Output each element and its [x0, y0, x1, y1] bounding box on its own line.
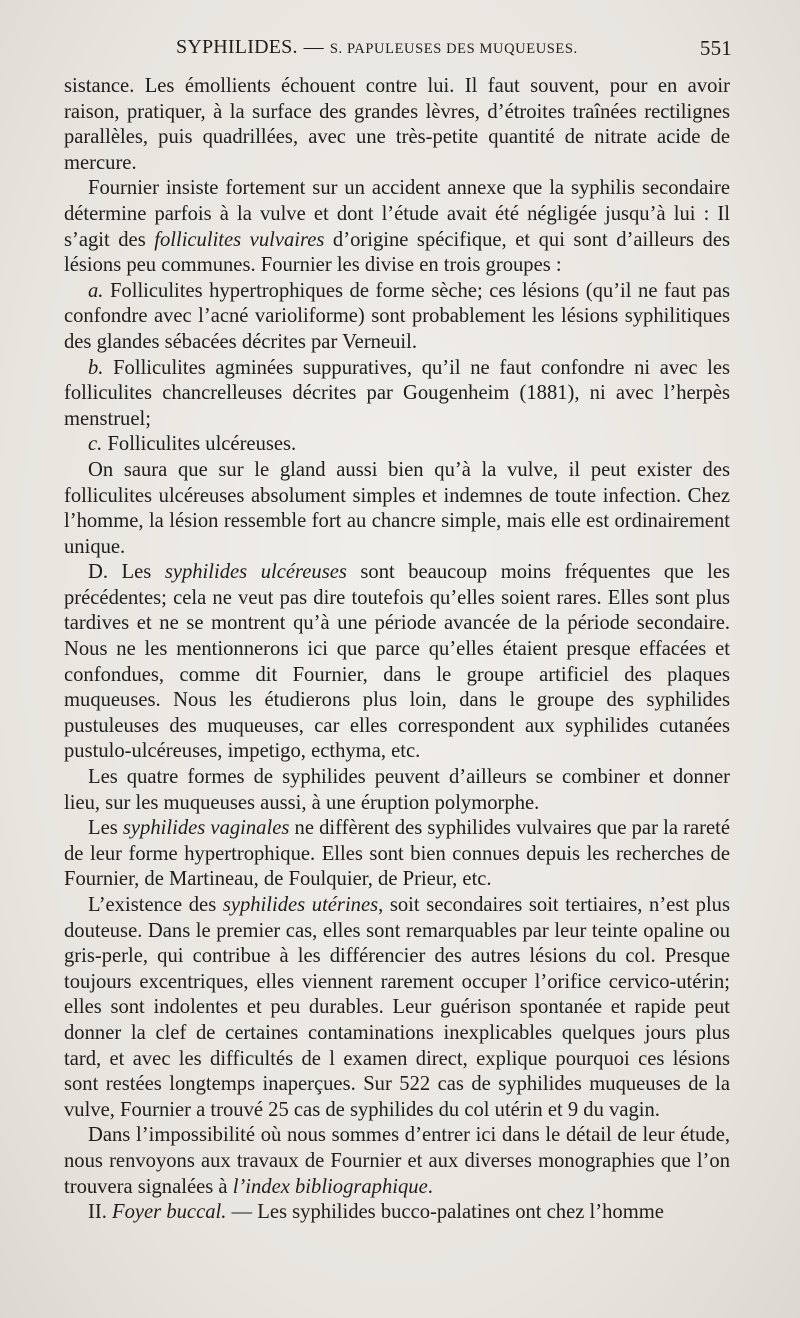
paragraph — [64, 432, 730, 458]
paragraph-text: D. Les — [88, 561, 165, 584]
italic-text: c. — [88, 433, 103, 456]
paragraph-text: L’existence des — [88, 894, 223, 916]
italic-text: syphilides vaginales — [122, 817, 290, 840]
paragraph — [64, 560, 730, 765]
paragraph-text: — Les syphilides bucco-palatines ont chez l’homme — [226, 1201, 664, 1224]
page-number: 551 — [699, 36, 732, 60]
running-title-dash: — — [303, 36, 324, 58]
running-head — [64, 36, 730, 66]
italic-text: l’index bibliographique — [232, 1175, 428, 1198]
paragraph-text: Dans l’impossibilité où nous sommes d’entrer ici dans le détail de leur étude, nous renvoyons aux travaux de Fournier et aux diverses monographies que l’on trouvera signalées à — [64, 1124, 730, 1198]
italic-text: syphilides utérines — [222, 894, 379, 916]
paragraph-text: sistance. Les émollients échouent contre lui. Il faut souvent, pour en avoir raison, pratiquer, à la surface des grandes lèvres, d’étroites traînées rectilignes parallèles, puis quadrillées, avec une très-petite quantité de nitrate acide de mercure. — [64, 75, 730, 174]
body-text — [64, 74, 730, 1226]
italic-text: syphilides ulcéreuses — [164, 561, 347, 584]
paragraph — [64, 74, 730, 176]
paragraph-text: Folliculites agminées suppuratives, qu’il ne faut confondre ni avec les folliculites chancrelleuses décrites par Gougenheim (1881), ni avec l’herpès menstruel; — [64, 356, 730, 430]
paragraph-text: On saura que sur le gland aussi bien qu’à la vulve, il peut exister des folliculites ulcéreuses absolument simples et indemnes de toute infection. Chez l’homme, la lésion ressemble fort au chancre simple, mais elle est ordinairement unique. — [64, 458, 730, 558]
paragraph — [64, 279, 730, 356]
paragraph-text: Folliculites hypertrophiques de forme sèche; ces lésions (qu’il ne faut pas confondre avec l’acné varioliforme) sont probablement les lésions syphilitiques des glandes sébacées décrites par Verneuil. — [64, 279, 730, 353]
paragraph-text: sont beaucoup moins fréquentes que les précédentes; cela ne veut pas dire toutefois qu’elles soient rares. Elles sont plus tardives et ne se montrent qu’à une période avancée de la période secondaire. Nous ne les mentionnerons ici que parce qu’elles étaient presque effacées et confondues, comme dit Fournier, dans le groupe artificiel des plaques muqueuses. Nous les étudierons plus loin, dans le groupe des syphilides pustuleuses des muqueuses, car elles correspondent aux syphilides cutanées pustulo-ulcéreuses, impetigo, ecthyma, etc. — [64, 561, 730, 763]
paragraph-text: ne diffèrent des syphilides vulvaires que par la rareté de leur forme hypertrophique. Elles sont bien connues depuis les recherches de Fournier, de Martineau, de Foulquier, de Prieur, etc. — [64, 817, 730, 891]
paragraph-text: . — [427, 1175, 433, 1198]
paragraph-text: II. — [88, 1201, 113, 1224]
italic-text: Foyer buccal. — [112, 1201, 227, 1224]
paragraph — [64, 356, 730, 433]
italic-text: a. — [88, 279, 104, 302]
paragraph-text: Folliculites ulcéreuses. — [102, 433, 297, 456]
paragraph — [64, 765, 730, 816]
paragraph-text: Les — [88, 817, 123, 840]
running-title — [176, 36, 578, 59]
paragraph-text: Les quatre formes de syphilides peuvent d’ailleurs se combiner et donner lieu, sur les muqueuses aussi, à une éruption polymorphe. — [64, 766, 730, 814]
paragraph — [64, 816, 730, 893]
paragraph-text: Fournier insiste fortement sur un accident annexe que la syphilis secondaire détermine parfois à la vulve et dont l’étude avait été négligée jusqu’à lui : Il s’agit des — [64, 177, 730, 251]
paragraph — [64, 1200, 730, 1226]
italic-text: b. — [88, 356, 104, 379]
italic-text: folliculites vulvaires — [154, 228, 325, 251]
paragraph — [64, 893, 730, 1123]
paragraph-text: , soit secondaires soit tertiaires, n’est plus douteuse. Dans le premier cas, elles sont remarquables par leur teinte opaline ou gris-perle, qui contribue à les différencier des autres lésions du col. Presque toujours excentriques, elles viennent rarement occuper l’orifice cervico-utérin; elles sont indolentes et peu durables. Leur guérison spontanée et rapide peut donner la clef de certaines contaminations inexplicables quelques jours plus tard, et avec les difficultés de l examen direct, explique pourquoi ces lésions sont restées longtemps inaperçues. Sur 522 cas de syphilides muqueuses de la vulve, Fournier a trouvé 25 cas de syphilides du col utérin et 9 du vagin. — [64, 894, 730, 1121]
running-title-section: S. PAPULEUSES DES MUQUEUSES. — [329, 41, 578, 57]
paragraph-text: d’origine spécifique, et qui sont d’ailleurs des lésions peu communes. Fournier les divise en trois groupes : — [64, 228, 731, 277]
paragraph — [64, 176, 730, 278]
paragraph — [64, 1123, 730, 1200]
running-title-main: SYPHILIDES. — [176, 36, 298, 58]
paragraph — [64, 458, 730, 560]
